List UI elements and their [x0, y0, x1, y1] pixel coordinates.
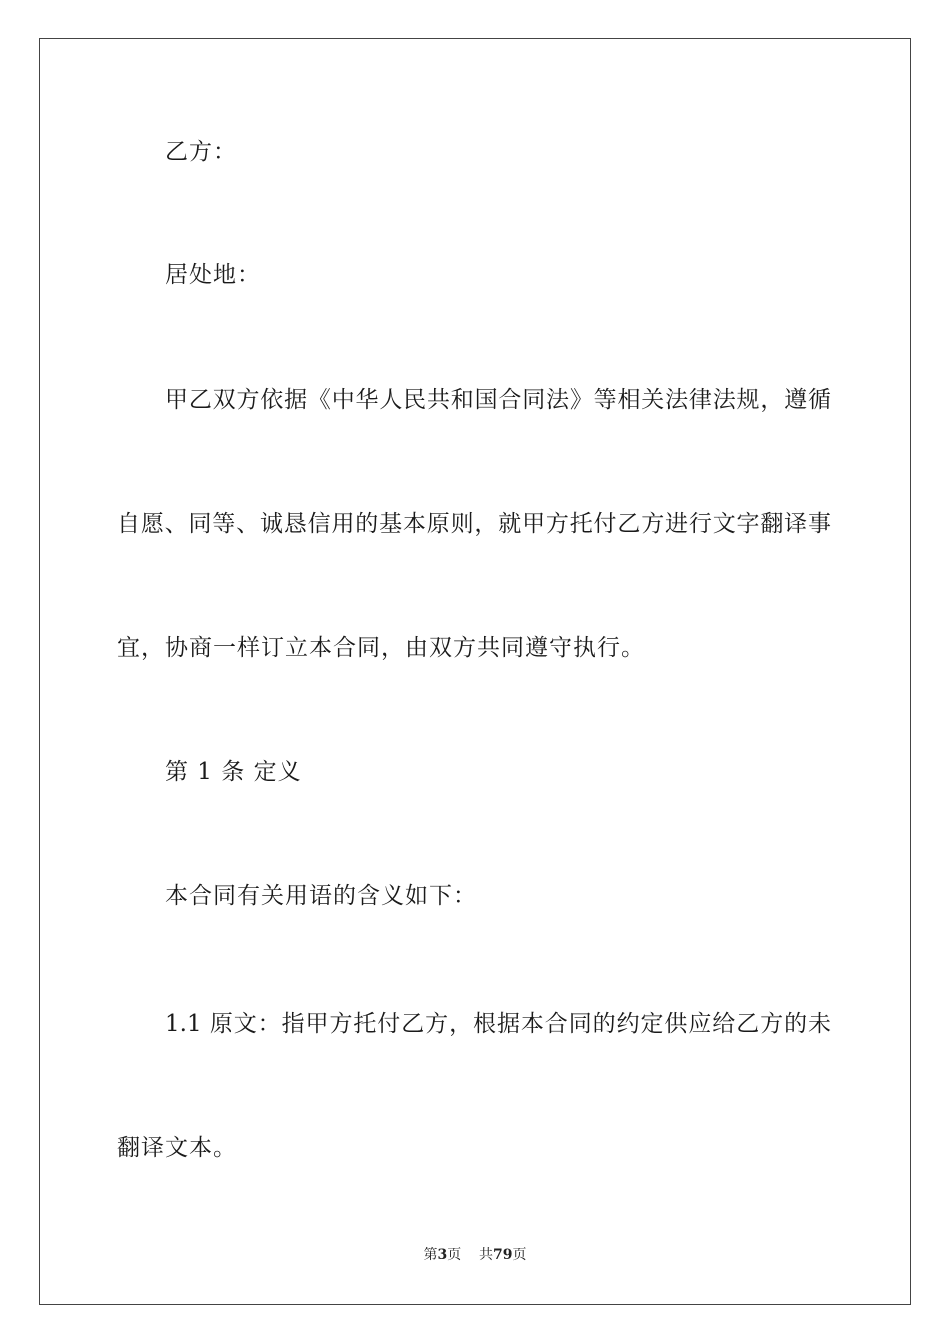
- definition-1-1-line-1: 1.1 原文：指甲方托付乙方，根据本合同的约定供应给乙方的未: [165, 1011, 831, 1037]
- footer-page-number: 3: [437, 1247, 448, 1263]
- footer-page-unit: 页: [447, 1247, 462, 1263]
- residence-label: 居处地：: [165, 262, 261, 288]
- party-b-label: 乙方：: [165, 139, 237, 165]
- preamble-line-2: 自愿、同等、诚恳信用的基本原则，就甲方托付乙方进行文字翻译事: [117, 511, 831, 537]
- page-frame: [39, 38, 911, 1305]
- footer-total-prefix: 共: [479, 1247, 494, 1263]
- preamble-line-3: 宜，协商一样订立本合同，由双方共同遵守执行。: [117, 635, 645, 661]
- page-footer: [0, 1246, 950, 1264]
- definition-1-1-line-2: 翻译文本。: [117, 1135, 237, 1161]
- definitions-intro: 本合同有关用语的含义如下：: [165, 883, 477, 909]
- preamble-line-1: 甲乙双方依据《中华人民共和国合同法》等相关法律法规，遵循: [165, 387, 831, 413]
- article-1-heading: 第 1 条 定义: [165, 759, 302, 785]
- footer-prefix: 第: [423, 1247, 438, 1263]
- footer-total-pages: 79: [493, 1247, 513, 1263]
- footer-total-unit: 页: [512, 1247, 527, 1263]
